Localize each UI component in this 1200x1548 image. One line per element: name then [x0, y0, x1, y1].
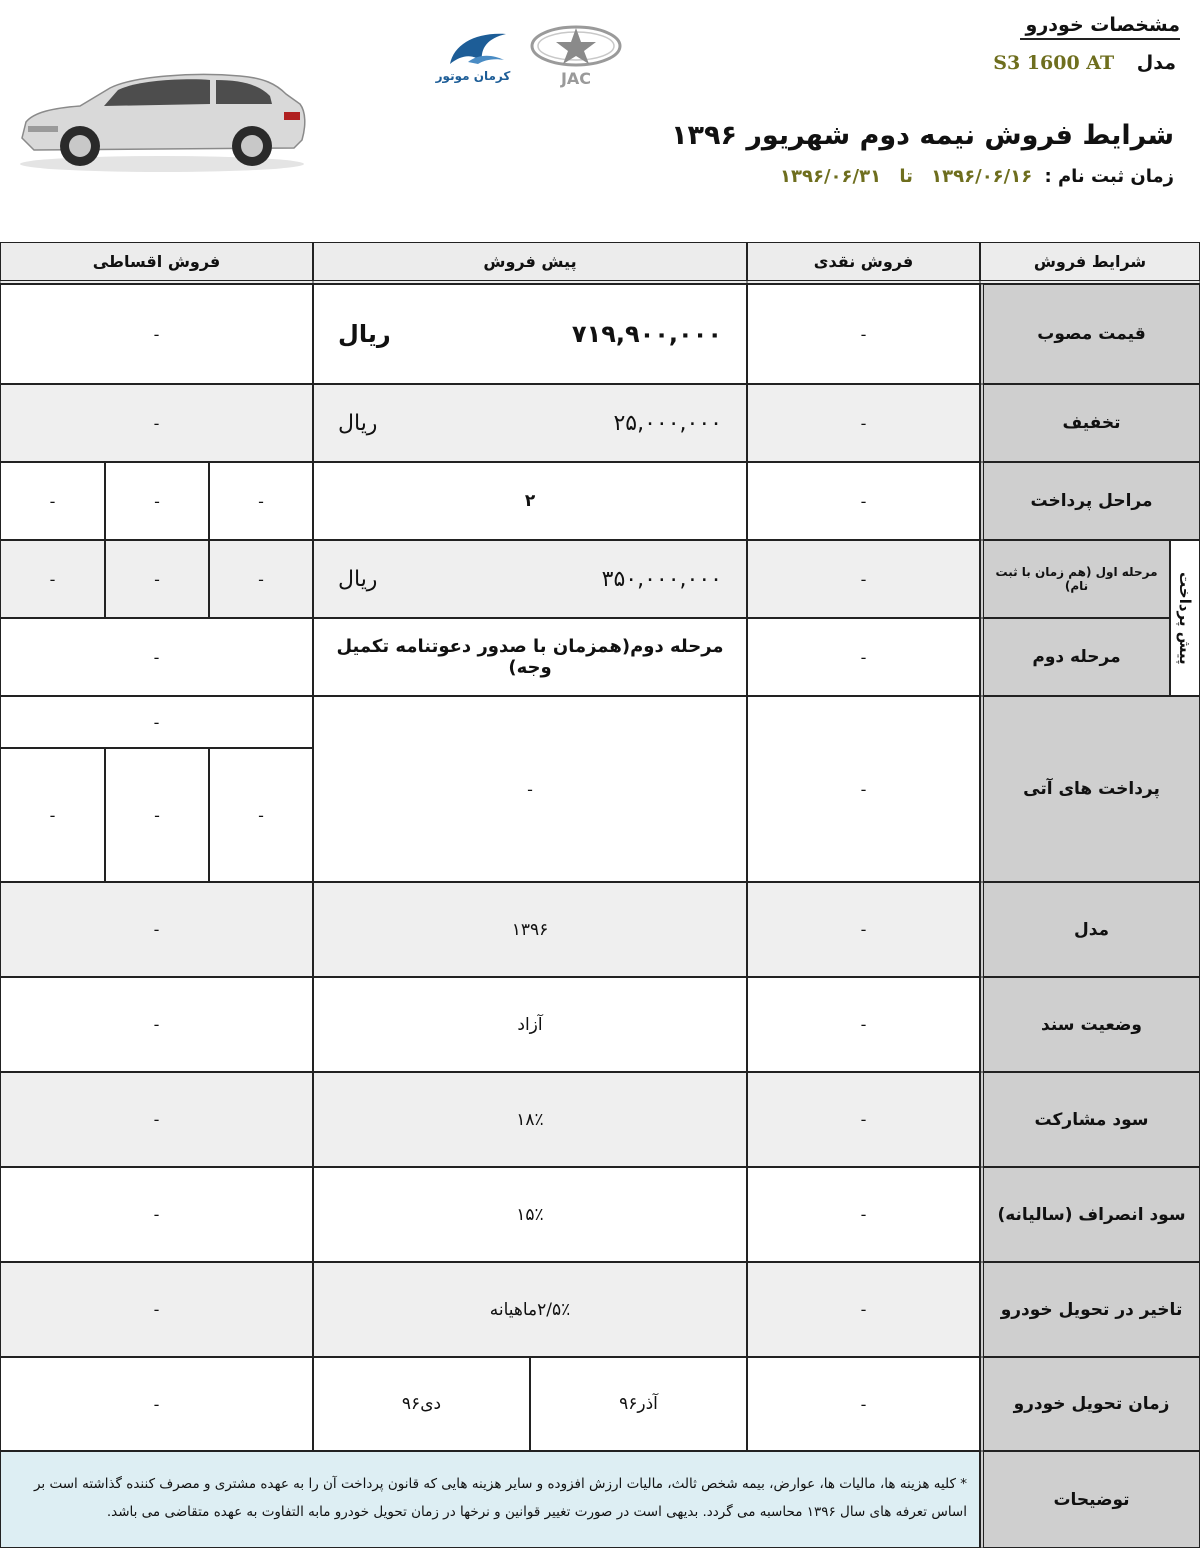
discount-cash: - — [747, 384, 980, 462]
row-label-model: مدل — [980, 882, 1200, 977]
discount-installment: - — [0, 384, 313, 462]
delivery-delay-cash: - — [747, 1262, 980, 1357]
stage-2-cash: - — [747, 618, 980, 696]
payment-stages-installment-3: - — [0, 462, 105, 540]
row-label-future-payments: پرداخت های آتی — [980, 696, 1200, 882]
cancellation-profit-presale: ۱۵٪ — [313, 1167, 747, 1262]
kerman-motor-logo-text: کرمان موتور — [435, 69, 511, 83]
future-payments-presale: - — [313, 696, 747, 882]
notes-text: * کلیه هزینه ها، مالیات ها، عوارض، بیمه شخص ثالث، مالیات ارزش افزوده و سایر هزینه هایی که قانون پرداخت آن را به عهده مشتری و مصرف کننده گذاشته است بر اساس تعرفه های سال ۱۳۹۶ محاسبه می گردد. بدیهی است در صورت تغییر قوانین و نرخها در زمان تحویل خودرو مابه التفاوت به عهده متقاضی می باشد. — [0, 1451, 980, 1548]
approved-price-presale — [313, 284, 747, 384]
delivery-time-installment: - — [0, 1357, 313, 1451]
sale-title: شرایط فروش نیمه دوم شهریور ۱۳۹۶ — [671, 120, 1174, 151]
jac-logo — [528, 24, 624, 88]
delivery-time-cash: - — [747, 1357, 980, 1451]
row-label-discount: تخفیف — [980, 384, 1200, 462]
approved-price-installment: - — [0, 284, 313, 384]
future-payments-installment-1: - — [209, 748, 313, 882]
row-label-document-status: وضعیت سند — [980, 977, 1200, 1072]
reg-from: ۱۳۹۶/۰۶/۱۶ — [931, 166, 1033, 187]
registration-period — [774, 166, 1174, 187]
model-installment: - — [0, 882, 313, 977]
spec-title: مشخصات خودرو — [1020, 14, 1180, 40]
discount-amount: ۲۵,۰۰۰,۰۰۰ — [613, 410, 722, 436]
delivery-time-presale-b: دی۹۶ — [313, 1357, 530, 1451]
payment-stages-presale: ۲ — [313, 462, 747, 540]
delivery-delay-presale: ۲/۵٪ماهیانه — [313, 1262, 747, 1357]
stage-1-installment-3: - — [0, 540, 105, 618]
stage-1-amount: ۳۵۰,۰۰۰,۰۰۰ — [601, 566, 722, 592]
prepayment-group-label: پیش پرداخت — [1170, 540, 1200, 696]
car-image — [14, 60, 310, 176]
future-payments-installment-2: - — [105, 748, 209, 882]
document-status-presale: آزاد — [313, 977, 747, 1072]
discount-unit: ریال — [338, 410, 378, 436]
payment-stages-installment-1: - — [209, 462, 313, 540]
row-label-participation-profit: سود مشارکت — [980, 1072, 1200, 1167]
delivery-time-presale-a: آذر۹۶ — [530, 1357, 747, 1451]
col-header-conditions: شرایط فروش — [980, 242, 1200, 284]
row-label-approved-price: قیمت مصوب — [980, 284, 1200, 384]
approved-price-amount: ۷۱۹,۹۰۰,۰۰۰ — [571, 320, 722, 348]
payment-stages-installment-2: - — [105, 462, 209, 540]
row-label-stage-2: مرحله دوم — [980, 618, 1170, 696]
reg-to: ۱۳۹۶/۰۶/۳۱ — [780, 166, 882, 187]
future-payments-cash: - — [747, 696, 980, 882]
stage-2-presale: مرحله دوم(همزمان با صدور دعوتنامه تکمیل وجه) — [313, 618, 747, 696]
stage-2-installment: - — [0, 618, 313, 696]
approved-price-unit: ریال — [338, 320, 391, 348]
delivery-delay-installment: - — [0, 1262, 313, 1357]
reg-label: زمان ثبت نام : — [1044, 166, 1174, 187]
model-value: S3 1600 AT — [993, 52, 1115, 74]
row-label-notes: توضیحات — [980, 1451, 1200, 1548]
row-label-delivery-time: زمان تحویل خودرو — [980, 1357, 1200, 1451]
col-header-cash: فروش نقدی — [747, 242, 980, 284]
participation-profit-installment: - — [0, 1072, 313, 1167]
row-label-stage-1: مرحله اول (هم زمان با ثبت نام) — [980, 540, 1170, 618]
future-payments-installment-3: - — [0, 748, 105, 882]
page-header — [0, 0, 1200, 242]
row-label-delivery-delay: تاخیر در تحویل خودرو — [980, 1262, 1200, 1357]
participation-profit-cash: - — [747, 1072, 980, 1167]
document-status-installment: - — [0, 977, 313, 1072]
future-payments-installment-top: - — [0, 696, 313, 748]
row-label-payment-stages: مراحل پرداخت — [980, 462, 1200, 540]
stage-1-installment-1: - — [209, 540, 313, 618]
approved-price-cash: - — [747, 284, 980, 384]
jac-logo-text: JAC — [560, 69, 592, 88]
cancellation-profit-cash: - — [747, 1167, 980, 1262]
row-label-cancellation-profit: سود انصراف (سالیانه) — [980, 1167, 1200, 1262]
cancellation-profit-installment: - — [0, 1167, 313, 1262]
col-header-presale: پیش فروش — [313, 242, 747, 284]
col-header-installment: فروش اقساطی — [0, 242, 313, 284]
stage-1-installment-2: - — [105, 540, 209, 618]
stage-1-unit: ریال — [338, 566, 378, 592]
kerman-motor-logo — [428, 24, 518, 86]
participation-profit-presale: ۱۸٪ — [313, 1072, 747, 1167]
document-status-cash: - — [747, 977, 980, 1072]
reg-to-word: تا — [899, 166, 913, 187]
model-cash: - — [747, 882, 980, 977]
model-line — [993, 52, 1176, 74]
stage-1-cash: - — [747, 540, 980, 618]
payment-stages-cash: - — [747, 462, 980, 540]
model-presale: ۱۳۹۶ — [313, 882, 747, 977]
discount-presale — [313, 384, 747, 462]
sales-conditions-table — [0, 242, 1200, 1548]
model-label: مدل — [1136, 52, 1176, 74]
stage-1-presale — [313, 540, 747, 618]
